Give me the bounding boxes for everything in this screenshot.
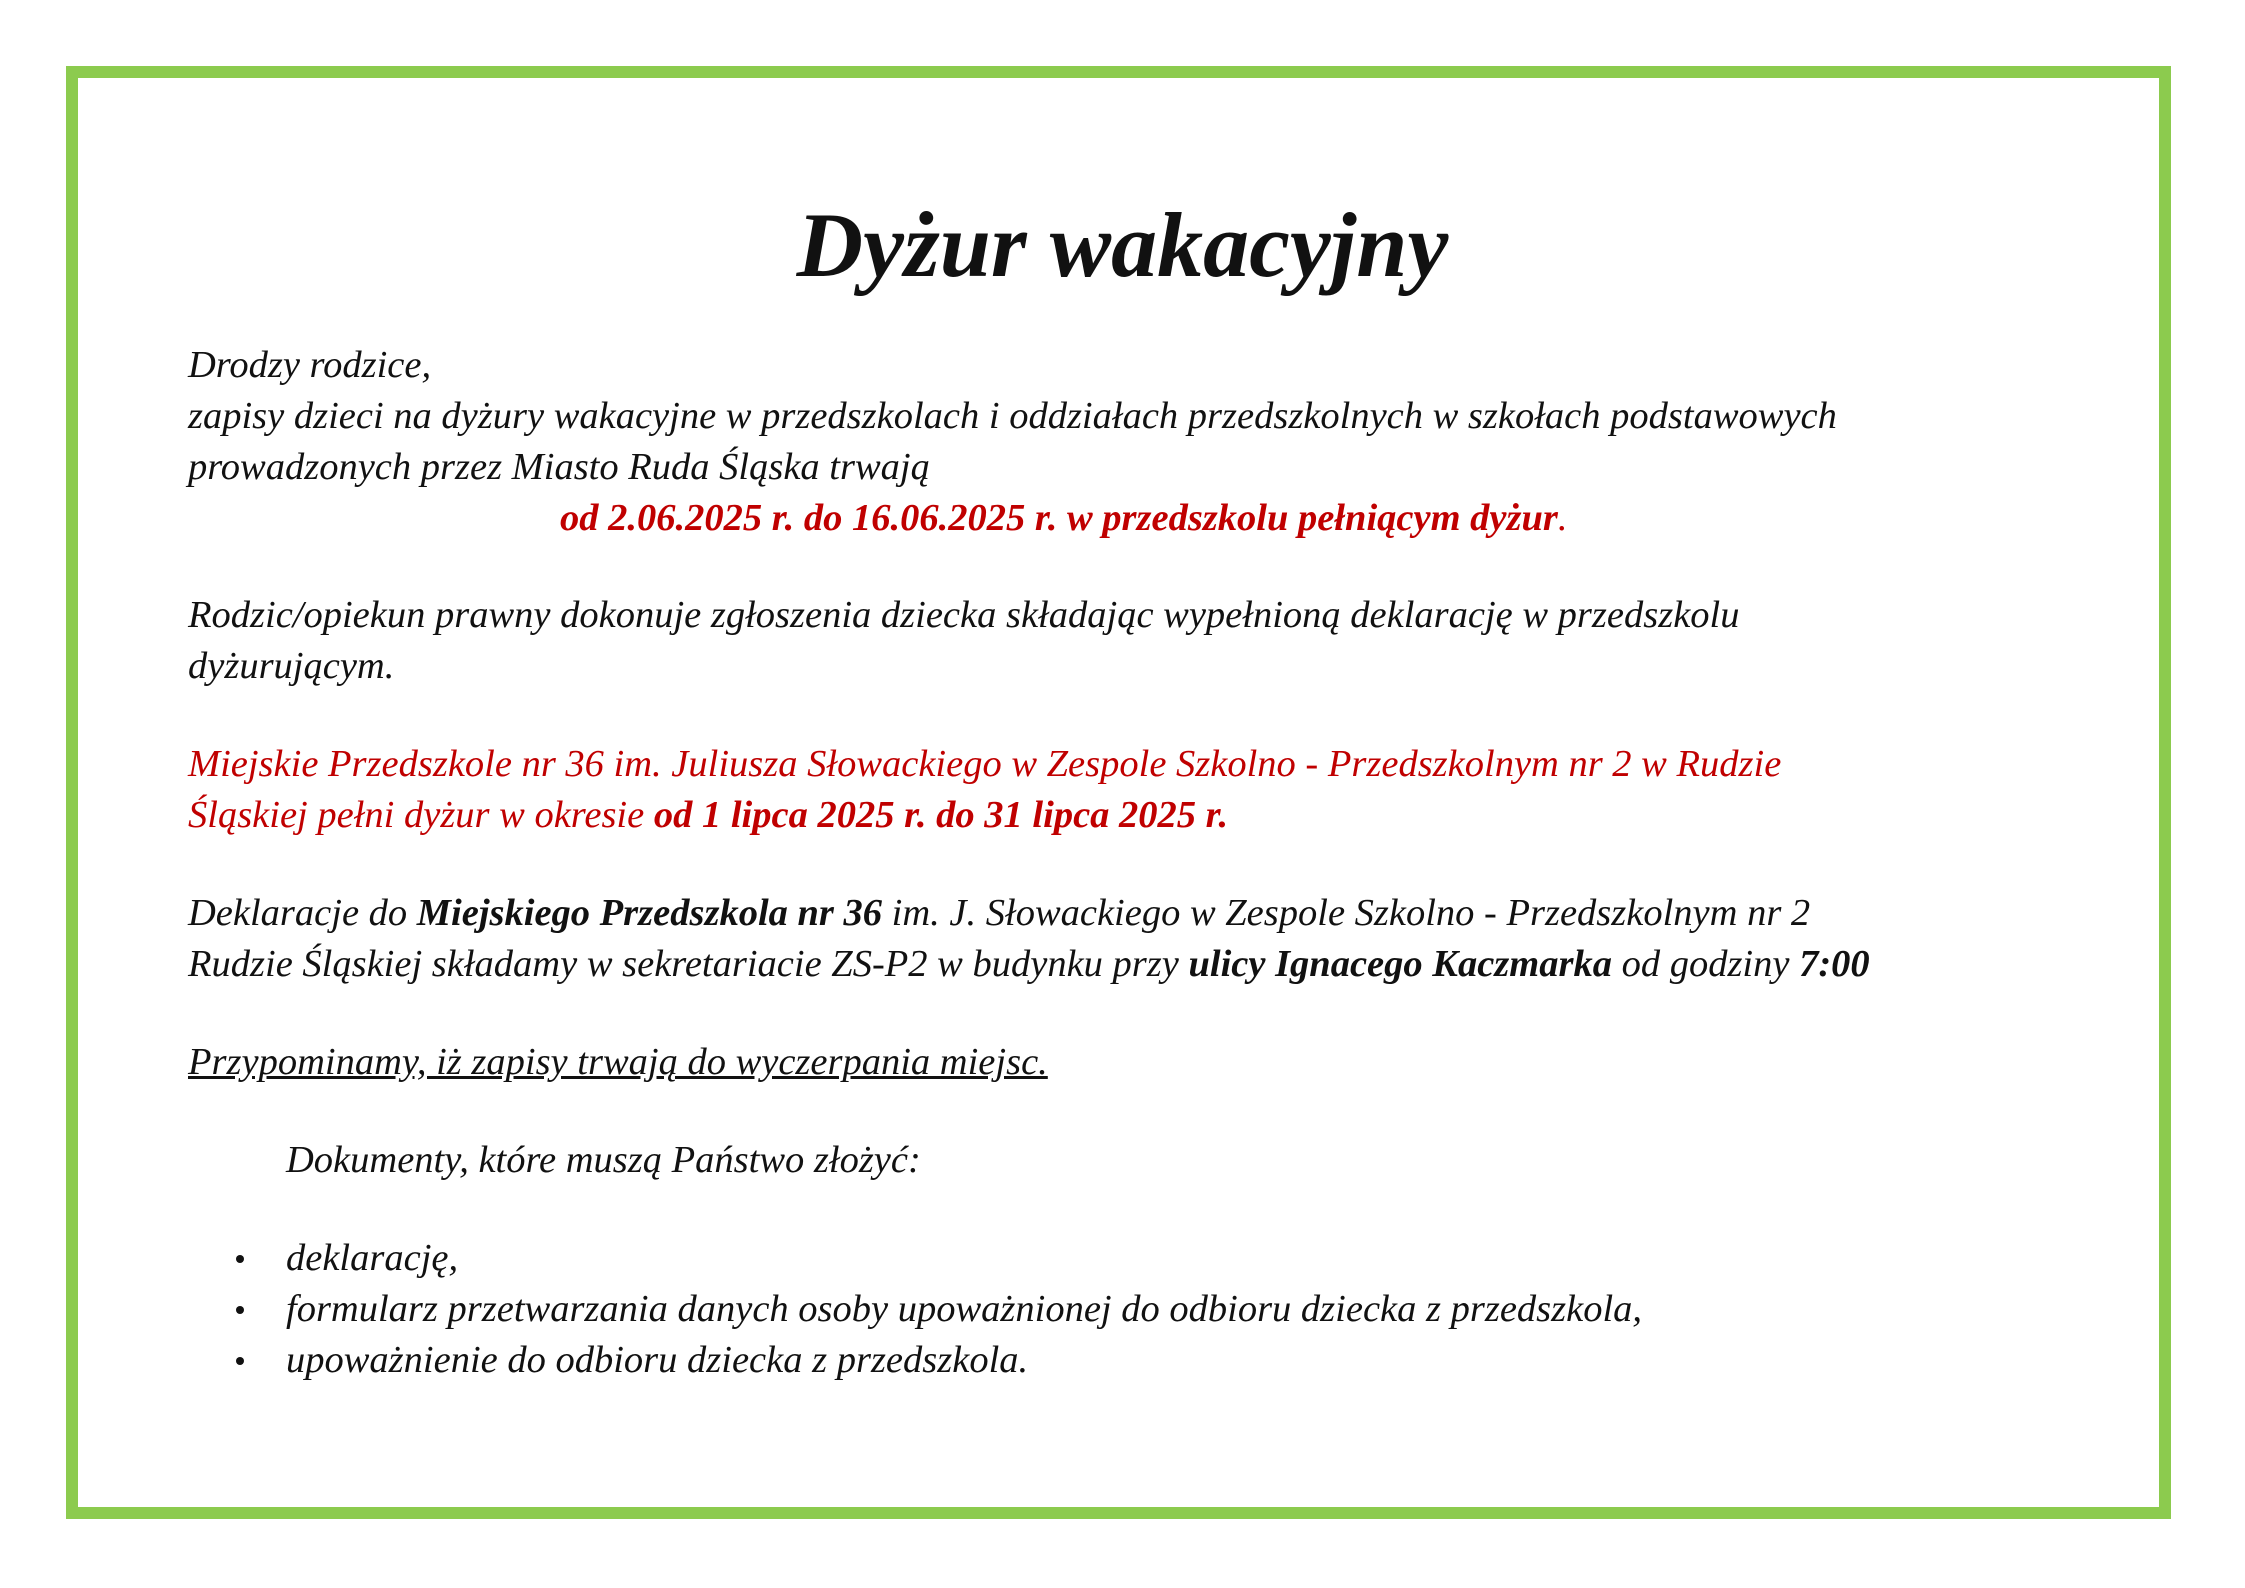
documents-intro: Dokumenty, które muszą Państwo złożyć: <box>286 1139 921 1181</box>
document-body <box>188 340 2088 1386</box>
enrollment-dates-line <box>188 493 2088 544</box>
enrollment-dates-end: . <box>1557 497 1568 539</box>
bullet-icon <box>236 1357 244 1365</box>
list-item <box>286 1335 2088 1386</box>
list-item-text: formularz przetwarzania danych osoby upoważnionej do odbioru dziecka z przedszkola, <box>286 1288 1643 1330</box>
enrollment-dates: od 2.06.2025 r. do 16.06.2025 r. w przedszkolu pełniącym dyżur <box>560 497 1558 539</box>
duty-line-1: Miejskie Przedszkole nr 36 im. Juliusza Słowackiego w Zespole Szkolno - Przedszkolnym nr 2 w Rudzie <box>188 743 1782 785</box>
bullet-icon <box>236 1306 244 1314</box>
declaration-line-2 <box>188 939 2088 990</box>
declaration-line-2-pre: Rudzie Śląskiej składamy w sekretariacie ZS-P2 w budynku przy <box>188 943 1189 985</box>
list-item <box>286 1284 2088 1335</box>
greeting: Drodzy rodzice, <box>188 344 432 386</box>
intro-line-1: zapisy dzieci na dyżury wakacyjne w przedszkolach i oddziałach przedszkolnych w szkołach podstawowych <box>188 395 1837 437</box>
declaration-school: Miejskiego Przedszkola nr 36 <box>416 892 883 934</box>
declaration-time: 7:00 <box>1799 943 1870 985</box>
list-item <box>286 1233 2088 1284</box>
list-item-text: deklarację, <box>286 1237 459 1279</box>
documents-list <box>188 1233 2088 1386</box>
parent-info-line-2: dyżurującym. <box>188 645 395 687</box>
reminder: Przypominamy, iż zapisy trwają do wyczerpania miejsc. <box>188 1041 1048 1083</box>
intro-line-2: prowadzonych przez Miasto Ruda Śląska trwają <box>188 446 930 488</box>
declaration-street: ulicy Ignacego Kaczmarka <box>1188 943 1612 985</box>
page-title: Dyżur wakacyjny <box>796 194 1449 296</box>
list-item-text: upoważnienie do odbioru dziecka z przedszkola. <box>286 1339 1029 1381</box>
declaration-line-2-mid: od godziny <box>1611 943 1800 985</box>
parent-info-line-1: Rodzic/opiekun prawny dokonuje zgłoszenia dziecka składając wypełnioną deklarację w przedszkolu <box>188 594 1740 636</box>
bullet-icon <box>236 1255 244 1263</box>
declaration-pre: Deklaracje do <box>188 892 417 934</box>
duty-line-2-text: Śląskiej pełni dyżur w okresie <box>188 794 654 836</box>
declaration-line-1 <box>188 888 2088 939</box>
duty-line-2 <box>188 790 2088 841</box>
declaration-mid: im. J. Słowackiego w Zespole Szkolno - Przedszkolnym nr 2 <box>882 892 1811 934</box>
duty-period: od 1 lipca 2025 r. do 31 lipca 2025 r. <box>653 794 1229 836</box>
